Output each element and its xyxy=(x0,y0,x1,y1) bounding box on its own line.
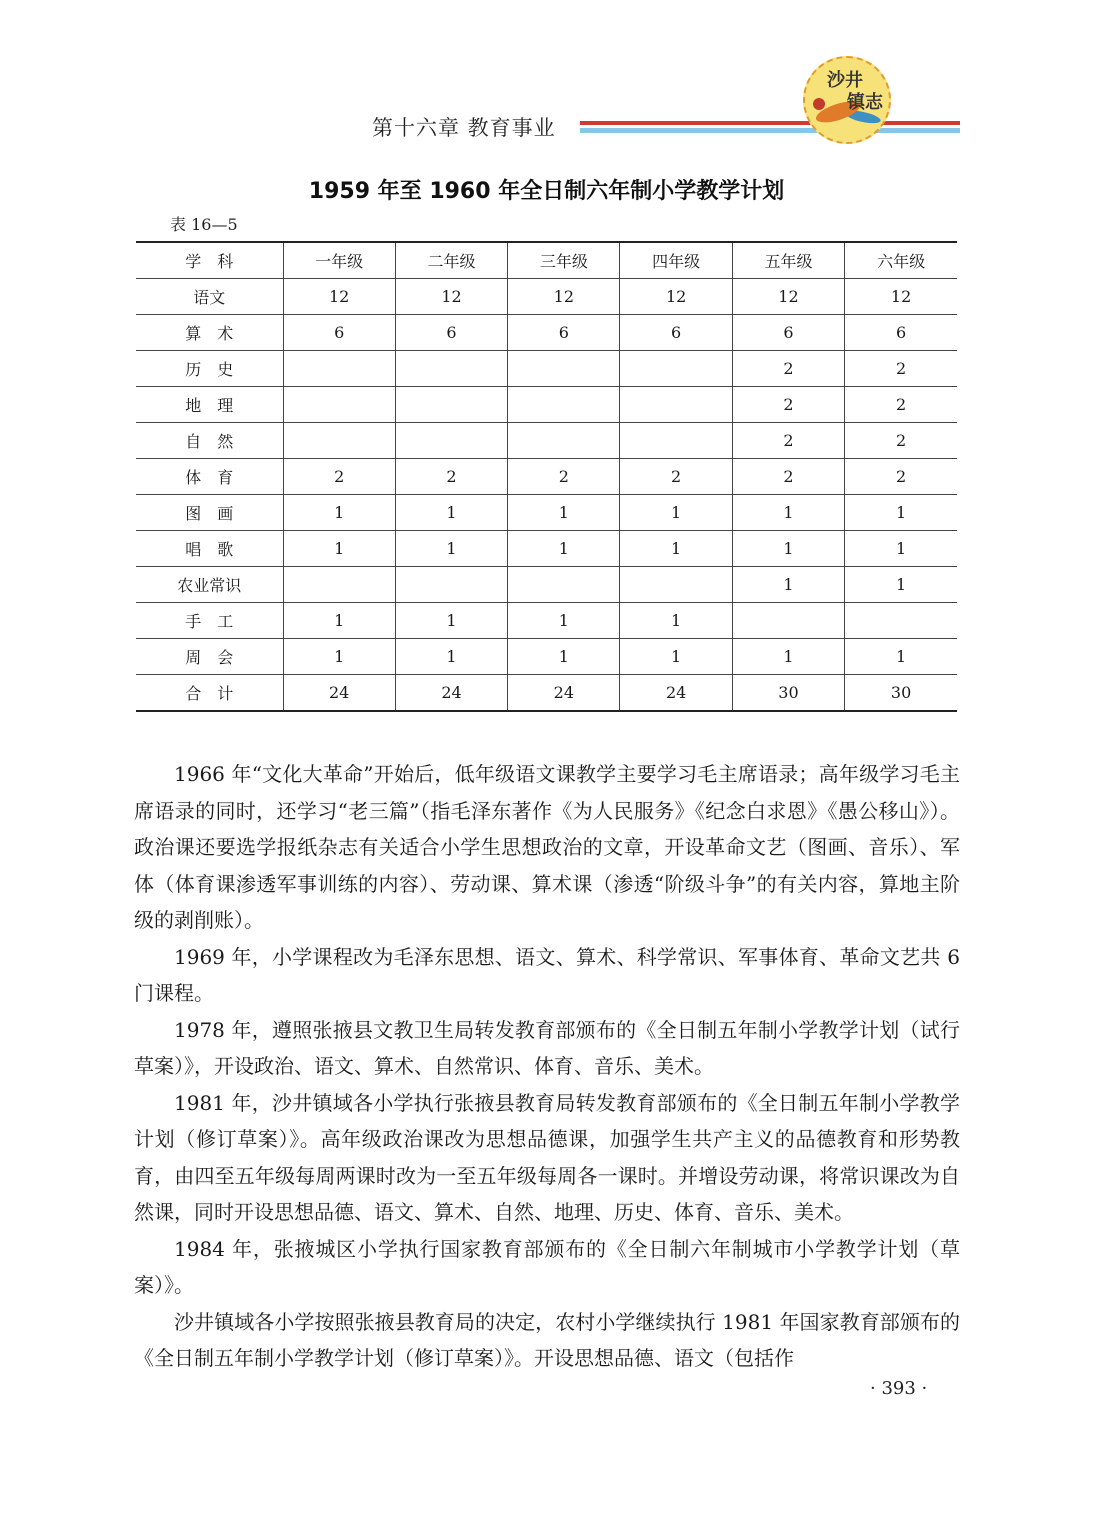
hours-cell: 1 xyxy=(395,603,507,639)
subject-cell: 算 术 xyxy=(136,315,283,351)
hours-cell: 2 xyxy=(732,423,844,459)
hours-cell: 6 xyxy=(620,315,732,351)
body-paragraph: 1969 年，小学课程改为毛泽东思想、语文、算术、科学常识、军事体育、革命文艺共 6 门课程。 xyxy=(134,944,960,1005)
hours-cell: 2 xyxy=(845,387,957,423)
subject-cell: 体 育 xyxy=(136,459,283,495)
subject-cell: 唱 歌 xyxy=(136,531,283,567)
hours-cell: 1 xyxy=(395,531,507,567)
header-rule-red xyxy=(580,121,960,125)
chapter-title: 第十六章 教育事业 xyxy=(372,116,556,140)
hours-cell: 12 xyxy=(620,279,732,315)
hours-cell: 6 xyxy=(845,315,957,351)
table-title: 1959 年至 1960 年全日制六年制小学教学计划 xyxy=(308,179,785,204)
seal-text-line1: 沙井 xyxy=(827,70,863,91)
hours-cell: 24 xyxy=(395,675,507,712)
table-row xyxy=(136,531,957,567)
hours-cell: 1 xyxy=(732,495,844,531)
hours-cell: 2 xyxy=(845,459,957,495)
column-header: 一年级 xyxy=(283,242,395,279)
subject-cell: 图 画 xyxy=(136,495,283,531)
subject-cell: 自 然 xyxy=(136,423,283,459)
hours-cell: 2 xyxy=(508,459,620,495)
subject-cell: 合 计 xyxy=(136,675,283,712)
hours-cell: 1 xyxy=(508,531,620,567)
hours-cell: 1 xyxy=(508,495,620,531)
table-header-row xyxy=(136,242,957,279)
table-row xyxy=(136,567,957,603)
table-row xyxy=(136,387,957,423)
hours-cell: 24 xyxy=(508,675,620,712)
hours-cell: 1 xyxy=(845,567,957,603)
hours-cell xyxy=(395,387,507,423)
hours-cell xyxy=(620,387,732,423)
table-row xyxy=(136,423,957,459)
hours-cell: 12 xyxy=(732,279,844,315)
column-header: 二年级 xyxy=(395,242,507,279)
hours-cell: 1 xyxy=(845,639,957,675)
hours-cell xyxy=(508,423,620,459)
hours-cell xyxy=(283,423,395,459)
hours-cell: 1 xyxy=(620,495,732,531)
hours-cell xyxy=(845,603,957,639)
hours-cell: 2 xyxy=(620,459,732,495)
hours-cell xyxy=(508,351,620,387)
hours-cell: 6 xyxy=(395,315,507,351)
table-row xyxy=(136,495,957,531)
hours-cell: 2 xyxy=(395,459,507,495)
book-seal-logo xyxy=(803,56,891,144)
curriculum-table xyxy=(136,241,957,712)
table-row xyxy=(136,315,957,351)
table-number: 表 16—5 xyxy=(170,215,238,234)
hours-cell: 30 xyxy=(845,675,957,712)
column-header: 五年级 xyxy=(732,242,844,279)
subject-cell: 地 理 xyxy=(136,387,283,423)
table-row xyxy=(136,459,957,495)
hours-cell: 1 xyxy=(508,603,620,639)
subject-cell: 农业常识 xyxy=(136,567,283,603)
hours-cell: 12 xyxy=(508,279,620,315)
hours-cell: 1 xyxy=(395,639,507,675)
phoenix-head-shape xyxy=(813,98,825,110)
column-header: 学 科 xyxy=(136,242,283,279)
hours-cell: 12 xyxy=(395,279,507,315)
hours-cell xyxy=(508,387,620,423)
hours-cell xyxy=(395,567,507,603)
hours-cell: 1 xyxy=(395,495,507,531)
hours-cell xyxy=(732,603,844,639)
hours-cell: 6 xyxy=(732,315,844,351)
hours-cell: 1 xyxy=(620,639,732,675)
header-rule-blue xyxy=(580,128,960,133)
table-row xyxy=(136,603,957,639)
table-row xyxy=(136,639,957,675)
hours-cell xyxy=(395,423,507,459)
subject-cell: 手 工 xyxy=(136,603,283,639)
subject-cell: 语文 xyxy=(136,279,283,315)
hours-cell: 6 xyxy=(508,315,620,351)
hours-cell: 1 xyxy=(620,531,732,567)
hours-cell: 2 xyxy=(732,459,844,495)
hours-cell xyxy=(395,351,507,387)
subject-cell: 历 史 xyxy=(136,351,283,387)
hours-cell: 1 xyxy=(283,531,395,567)
body-paragraph: 1981 年，沙井镇域各小学执行张掖县教育局转发教育部颁布的《全日制五年制小学教学计划（修订草案）》。高年级政治课改为思想品德课，加强学生共产主义的品德教育和形势教育，由四至五年级每周两课时改为一至五年级每周各一课时。并增设劳动课，将常识课改为自然课，同时开设思想品德、语文、算术、自然、地理、历史、体育、音乐、美术。 xyxy=(134,1090,960,1224)
hours-cell: 1 xyxy=(508,639,620,675)
hours-cell: 6 xyxy=(283,315,395,351)
hours-cell: 12 xyxy=(283,279,395,315)
hours-cell: 1 xyxy=(732,567,844,603)
hours-cell: 1 xyxy=(845,495,957,531)
hours-cell xyxy=(283,387,395,423)
hours-cell: 1 xyxy=(283,495,395,531)
hours-cell: 24 xyxy=(620,675,732,712)
hours-cell: 1 xyxy=(283,603,395,639)
column-header: 六年级 xyxy=(845,242,957,279)
hours-cell: 2 xyxy=(732,351,844,387)
hours-cell: 2 xyxy=(732,387,844,423)
page-number: · 393 · xyxy=(870,1378,928,1399)
hours-cell: 24 xyxy=(283,675,395,712)
hours-cell: 1 xyxy=(620,603,732,639)
hours-cell xyxy=(283,351,395,387)
table-row xyxy=(136,279,957,315)
hours-cell: 12 xyxy=(845,279,957,315)
hours-cell xyxy=(283,567,395,603)
seal-text-line2: 镇志 xyxy=(847,92,883,113)
body-paragraph: 1978 年，遵照张掖县文教卫生局转发教育部颁布的《全日制五年制小学教学计划（试行草案）》，开设政治、语文、算术、自然常识、体育、音乐、美术。 xyxy=(134,1017,960,1078)
table-row xyxy=(136,675,957,712)
column-header: 三年级 xyxy=(508,242,620,279)
hours-cell xyxy=(508,567,620,603)
hours-cell: 1 xyxy=(283,639,395,675)
column-header: 四年级 xyxy=(620,242,732,279)
hours-cell: 2 xyxy=(845,423,957,459)
body-paragraph: 1966 年“文化大革命”开始后，低年级语文课教学主要学习毛主席语录；高年级学习毛主席语录的同时，还学习“老三篇”（指毛泽东著作《为人民服务》《纪念白求恩》《愚公移山》）。政治课还要选学报纸杂志有关适合小学生思想政治的文章，开设革命文艺（图画、音乐）、军体（体育课渗透军事训练的内容）、劳动课、算术课（渗透“阶级斗争”的有关内容，算地主阶级的剥削账）。 xyxy=(134,762,960,932)
hours-cell: 2 xyxy=(845,351,957,387)
hours-cell: 30 xyxy=(732,675,844,712)
hours-cell: 1 xyxy=(845,531,957,567)
subject-cell: 周 会 xyxy=(136,639,283,675)
body-text xyxy=(134,756,960,1377)
table-body xyxy=(136,279,957,712)
hours-cell: 2 xyxy=(283,459,395,495)
body-paragraph: 沙井镇域各小学按照张掖县教育局的决定，农村小学继续执行 1981 年国家教育部颁布的《全日制五年制小学教学计划（修订草案）》。开设思想品德、语文（包括作 xyxy=(134,1309,960,1370)
body-paragraph: 1984 年，张掖城区小学执行国家教育部颁布的《全日制六年制城市小学教学计划（草案）》。 xyxy=(134,1236,960,1297)
hours-cell: 1 xyxy=(732,639,844,675)
table-row xyxy=(136,351,957,387)
hours-cell xyxy=(620,567,732,603)
hours-cell xyxy=(620,351,732,387)
hours-cell xyxy=(620,423,732,459)
hours-cell: 1 xyxy=(732,531,844,567)
